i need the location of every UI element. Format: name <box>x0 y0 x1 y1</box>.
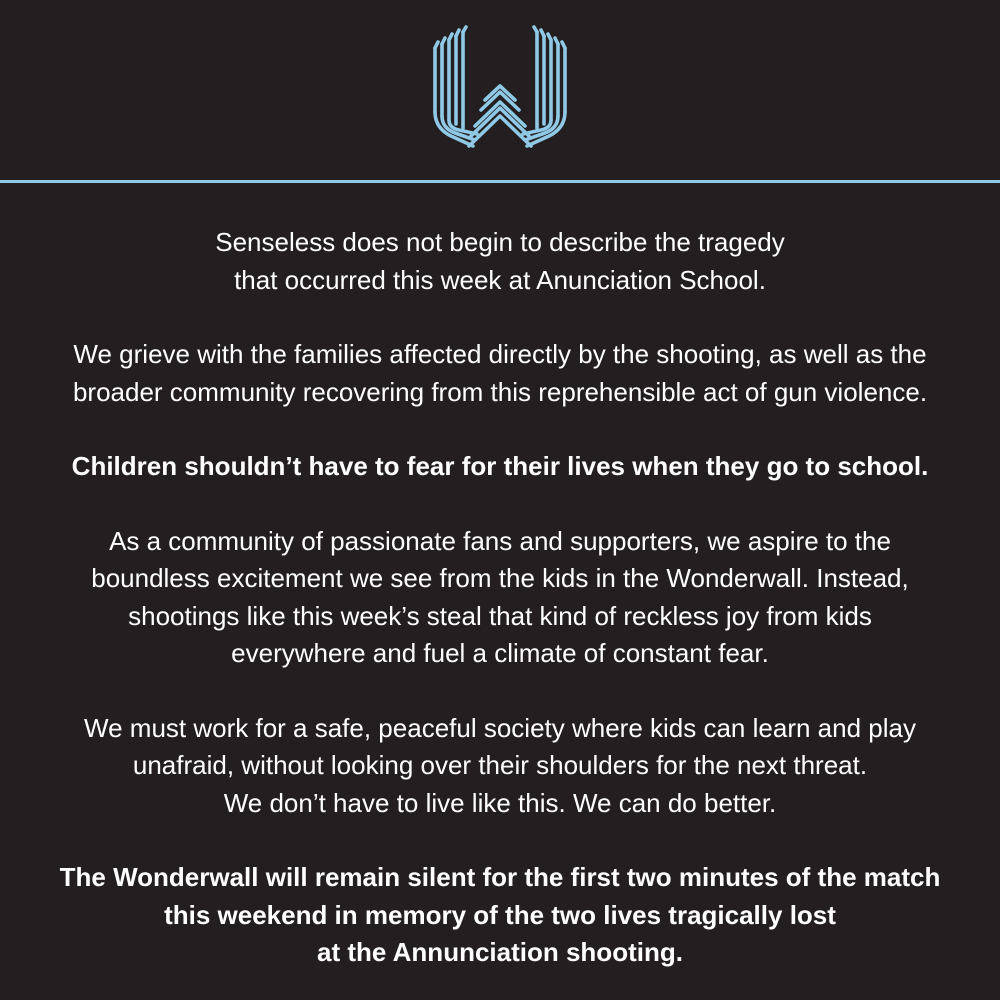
statement-line: We don’t have to live like this. We can do better. <box>223 787 777 818</box>
statement-line: The Wonderwall will remain silent for the first two minutes of the match <box>59 862 941 892</box>
statement-line: everywhere and fuel a climate of constant fear. <box>231 638 769 668</box>
statement-line: shootings like this week’s steal that kind of reckless joy from kids <box>128 600 872 631</box>
statement-line: boundless excitement we see from the kids in the Wonderwall. Instead, <box>91 563 909 593</box>
statement-line: Senseless does not begin to describe the tragedy <box>215 227 785 257</box>
statement-line: unafraid, without looking over their shoulders for the next threat. <box>132 750 868 780</box>
statement-line: at the Annunciation shooting. <box>317 937 683 967</box>
statement-paragraph-6 <box>0 859 1000 972</box>
statement-line: We must work for a safe, peaceful society where kids can learn and play <box>84 712 916 743</box>
statement-paragraph-4 <box>0 523 1000 673</box>
statement-paragraph-3 <box>0 448 1000 486</box>
statement-line: that occurred this week at Anunciation School. <box>234 264 766 295</box>
accent-divider <box>0 180 1000 183</box>
statement-paragraph-5 <box>0 710 1000 823</box>
statement-line: broader community recovering from this reprehensible act of gun violence. <box>72 376 928 407</box>
statement-line: Children shouldn’t have to fear for their lives when they go to school. <box>71 451 929 481</box>
statement-paragraph-1 <box>0 224 1000 299</box>
wonderwall-w-logo-icon <box>429 24 571 150</box>
statement-line: this weekend in memory of the two lives tragically lost <box>164 899 836 930</box>
statement-line: We grieve with the families affected directly by the shooting, as well as the <box>73 339 927 369</box>
statement-text <box>0 224 1000 1000</box>
statement-line: As a community of passionate fans and supporters, we aspire to the <box>109 525 891 556</box>
statement-paragraph-2 <box>0 336 1000 411</box>
